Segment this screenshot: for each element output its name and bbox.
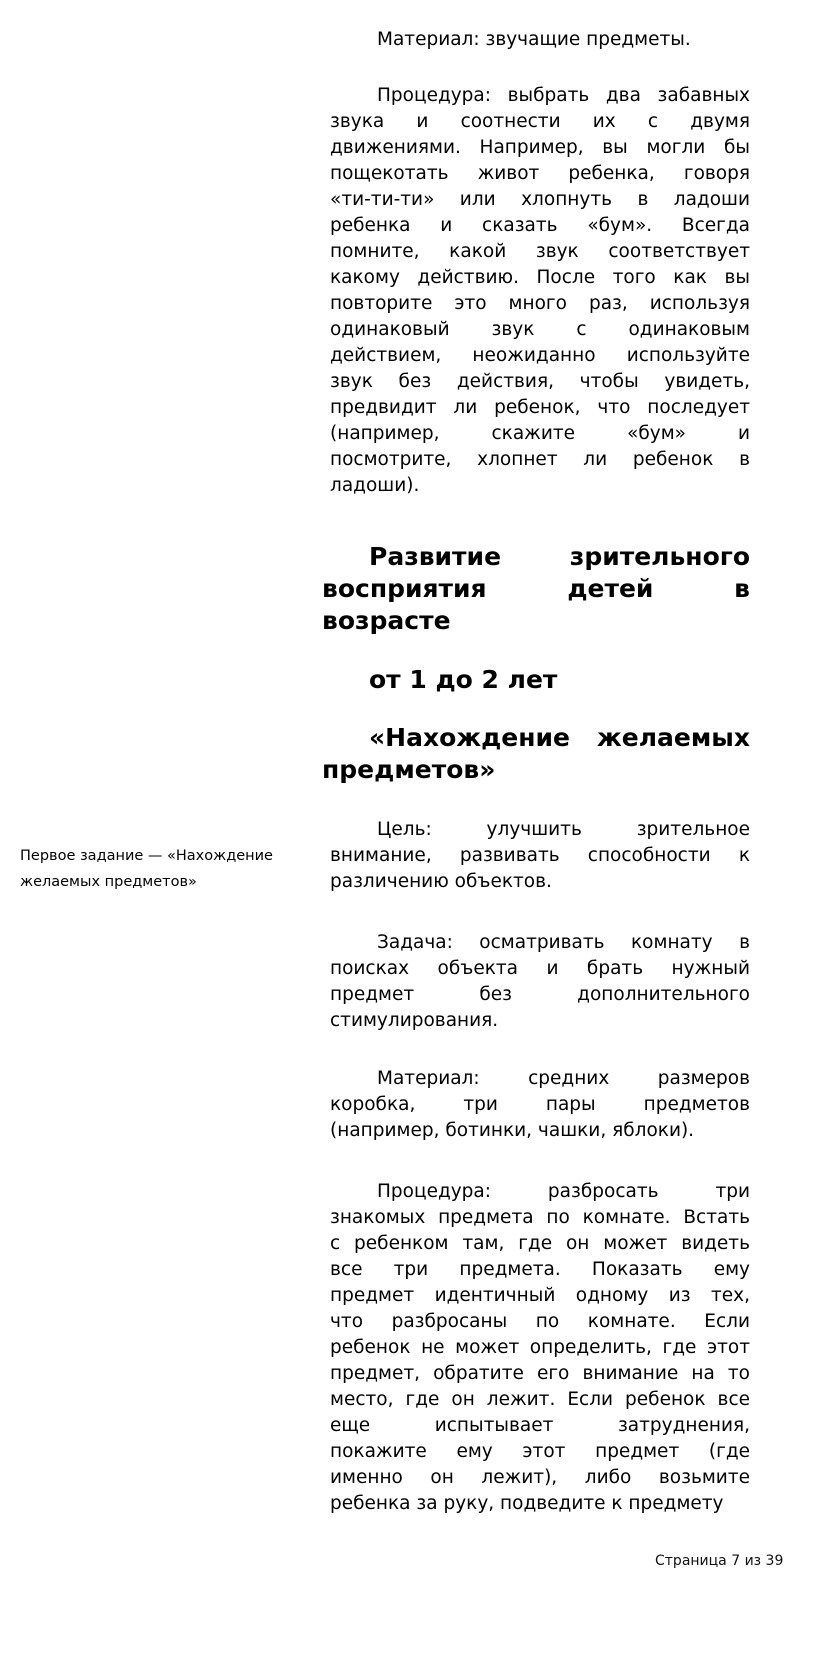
text-line: поисках объекта и брать нужный (330, 958, 750, 979)
text-line: ребенка и сказать «бум». Всегда (330, 215, 750, 236)
text-line: движениями. Например, вы могли бы (330, 137, 750, 158)
heading-line: Развитие зрительного (369, 542, 750, 571)
text-line: предмет, обратите его внимание на то (330, 1363, 750, 1384)
text-line: предвидит ли ребенок, что последует (330, 397, 750, 418)
exercise-heading (322, 722, 750, 786)
text-line: одинаковый звук с одинаковым (330, 319, 750, 340)
text-line: стимулирования. (330, 1010, 499, 1031)
text-line: «ти-ти-ти» или хлопнуть в ладоши (330, 189, 750, 210)
paragraph-goal (330, 817, 750, 895)
text-line: предмет идентичный одному из тех, (330, 1285, 750, 1306)
text-line: звука и соотнести их с двумя (330, 111, 750, 132)
text-line: различению объектов. (330, 871, 552, 892)
paragraph-material-sounds (330, 27, 750, 53)
text-line: предмет без дополнительного (330, 984, 750, 1005)
text-line: покажите ему этот предмет (где (330, 1441, 750, 1462)
text-line: действием, неожиданно используйте (330, 345, 750, 366)
text-line: еще испытывает затруднения, (330, 1415, 750, 1436)
text-line: Материал: средних размеров (377, 1068, 750, 1089)
text-line: Процедура: выбрать два забавных (377, 85, 750, 106)
text-line: что разбросаны по комнате. Если (330, 1311, 750, 1332)
age-heading (322, 664, 750, 696)
text-line: какому действию. После того как вы (330, 267, 750, 288)
text-line: пощекотать живот ребенка, говоря (330, 163, 750, 184)
text-line: с ребенком там, где он может видеть (330, 1233, 750, 1254)
paragraph-task (330, 930, 750, 1034)
comment-line: Первое задание — «Нахождение (20, 848, 273, 864)
text-line: ладоши). (330, 475, 420, 496)
margin-comment (20, 843, 300, 895)
text-line: звук без действия, чтобы увидеть, (330, 371, 750, 392)
text-line: (например, скажите «бум» и (330, 423, 750, 444)
heading-line: от 1 до 2 лет (369, 665, 558, 694)
text-line: Материал: звучащие предметы. (377, 29, 691, 50)
text-line: повторите это много раз, используя (330, 293, 750, 314)
text-line: внимание, развивать способности к (330, 845, 750, 866)
text-line: Процедура: разбросать три (377, 1181, 750, 1202)
text-line: именно он лежит), либо возьмите (330, 1467, 750, 1488)
text-line: все три предмета. Показать ему (330, 1259, 750, 1280)
text-line: ребенок не может определить, где этот (330, 1337, 750, 1358)
text-line: место, где он лежит. Если ребенок все (330, 1389, 750, 1410)
text-line: Цель: улучшить зрительное (377, 819, 750, 840)
paragraph-material-objects (330, 1066, 750, 1144)
paragraph-procedure-sounds (330, 83, 750, 499)
heading-line: восприятия детей в (322, 574, 750, 603)
text-line: ребенка за руку, подведите к предмету (330, 1493, 724, 1514)
text-line: коробка, три пары предметов (330, 1094, 750, 1115)
heading-line: «Нахождение желаемых (369, 723, 750, 752)
text-line: Задача: осматривать комнату в (377, 932, 750, 953)
text-line: знакомых предмета по комнате. Встать (330, 1207, 750, 1228)
text-line: помните, какой звук соответствует (330, 241, 750, 262)
text-line: посмотрите, хлопнет ли ребенок в (330, 449, 750, 470)
heading-line: возрасте (322, 606, 451, 635)
text-line: (например, ботинки, чашки, яблоки). (330, 1120, 695, 1141)
paragraph-procedure-objects (330, 1179, 750, 1517)
section-heading (322, 541, 750, 637)
comment-line: желаемых предметов» (20, 874, 197, 890)
page-number: Страница 7 из 39 (655, 1553, 784, 1569)
heading-line: предметов» (322, 755, 496, 784)
